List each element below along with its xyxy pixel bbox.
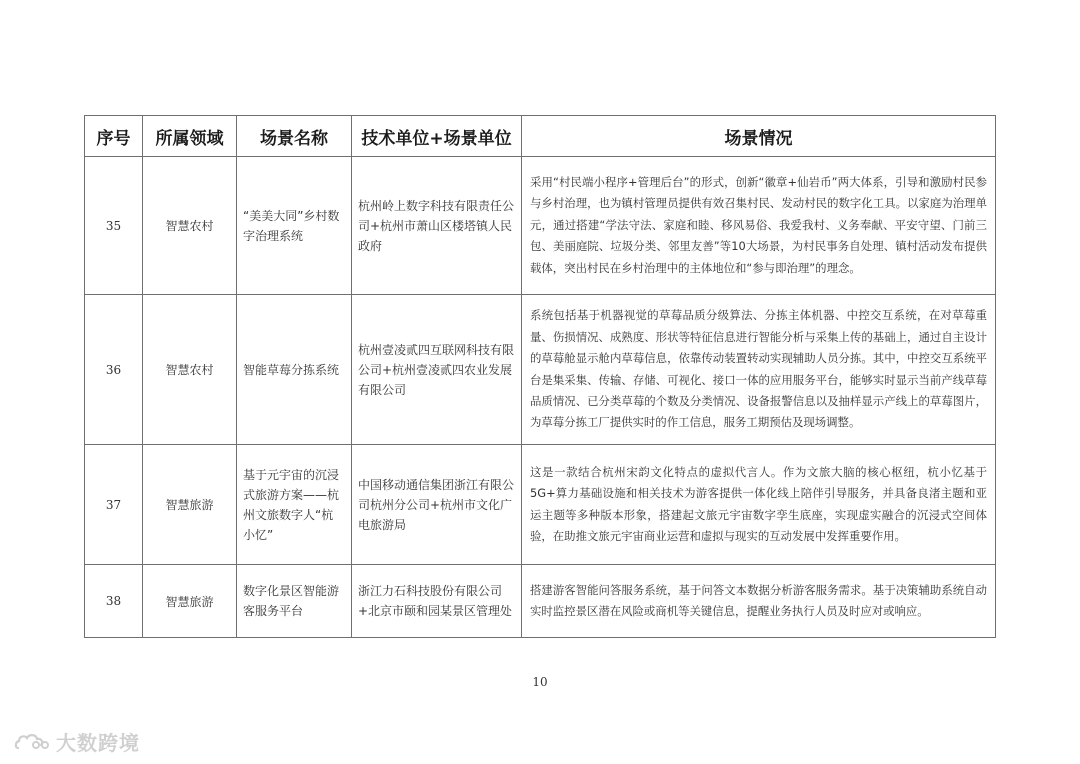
header-units: 技术单位+场景单位	[352, 116, 522, 157]
row-description: 这是一款结合杭州宋韵文化特点的虚拟代言人。作为文旅大脑的核心枢纽，杭小忆基于5G+算力基础设施和相关技术为游客提供一体化线上陪伴引导服务，并具备良渚主题和亚运主题等多种版本形象，搭建起文旅元宇宙数字孪生底座，实现虚实融合的沉浸式空间体验，在助推文旅元宇宙商业运营和虚拟与现实的互动发展中发挥重要作用。	[522, 445, 996, 565]
header-domain: 所属领域	[143, 116, 237, 157]
row-domain: 智慧旅游	[143, 565, 237, 638]
row-units: 中国移动通信集团浙江有限公司杭州分公司+杭州市文化广电旅游局	[352, 445, 522, 565]
table-row	[85, 295, 996, 445]
header-scene-description: 场景情况	[522, 116, 996, 157]
row-description: 系统包括基于机器视觉的草莓品质分级算法、分拣主体机器、中控交互系统，在对草莓重量、伤损情况、成熟度、形状等特征信息进行智能分析与采集上传的基础上，通过自主设计的草莓舱显示舱内草莓信息，依靠传动装置转动实现辅助人员分拣。其中，中控交互系统平台是集采集、传输、存储、可视化、接口一体的应用服务平台，能够实时显示当前产线草莓品质情况、已分类草莓的个数及分类情况、设备报警信息以及抽样显示产线上的草莓图片，为草莓分拣工厂提供实时的作工信息，服务工期预估及现场调整。	[522, 295, 996, 445]
row-domain: 智慧农村	[143, 295, 237, 445]
cloud-logo-icon	[14, 730, 52, 752]
row-domain: 智慧农村	[143, 157, 237, 295]
header-scene-name: 场景名称	[237, 116, 352, 157]
row-units: 浙江力石科技股份有限公司+北京市颐和园某景区管理处	[352, 565, 522, 638]
header-number: 序号	[85, 116, 143, 157]
row-domain: 智慧旅游	[143, 445, 237, 565]
row-description: 搭建游客智能问答服务系统，基于问答文本数据分析游客服务需求。基于决策辅助系统自动实时监控景区潜在风险或商机等关键信息，提醒业务执行人员及时应对或响应。	[522, 565, 996, 638]
row-units: 杭州壹凌贰四互联网科技有限公司+杭州壹凌贰四农业发展有限公司	[352, 295, 522, 445]
page-number: 10	[532, 675, 548, 689]
table-row	[85, 565, 996, 638]
row-units: 杭州岭上数字科技有限责任公司+杭州市萧山区楼塔镇人民政府	[352, 157, 522, 295]
row-scene-name: 基于元宇宙的沉浸式旅游方案——杭州文旅数字人“杭小忆”	[237, 445, 352, 565]
table-row	[85, 445, 996, 565]
watermark-text: 大数跨境	[56, 730, 140, 755]
watermark	[14, 726, 140, 756]
row-number: 38	[85, 565, 143, 638]
row-description: 采用“村民端小程序+管理后台”的形式，创新“徽章+仙岩币”两大体系，引导和激励村民参与乡村治理，也为镇村管理员提供有效召集村民、发动村民的数字化工具。以家庭为治理单元，通过搭建“学法守法、家庭和睦、移风易俗、我爱我村、义务奉献、平安守望、门前三包、美丽庭院、垃圾分类、邻里友善”等10大场景，为村民事务自处理、镇村活动发布提供载体，突出村民在乡村治理中的主体地位和“参与即治理”的理念。	[522, 157, 996, 295]
row-scene-name: 智能草莓分拣系统	[237, 295, 352, 445]
row-number: 37	[85, 445, 143, 565]
scene-table	[84, 115, 996, 638]
row-number: 35	[85, 157, 143, 295]
table-row	[85, 157, 996, 295]
table-header-row	[85, 116, 996, 157]
row-number: 36	[85, 295, 143, 445]
row-scene-name: 数字化景区智能游客服务平台	[237, 565, 352, 638]
row-scene-name: “美美大同”乡村数字治理系统	[237, 157, 352, 295]
